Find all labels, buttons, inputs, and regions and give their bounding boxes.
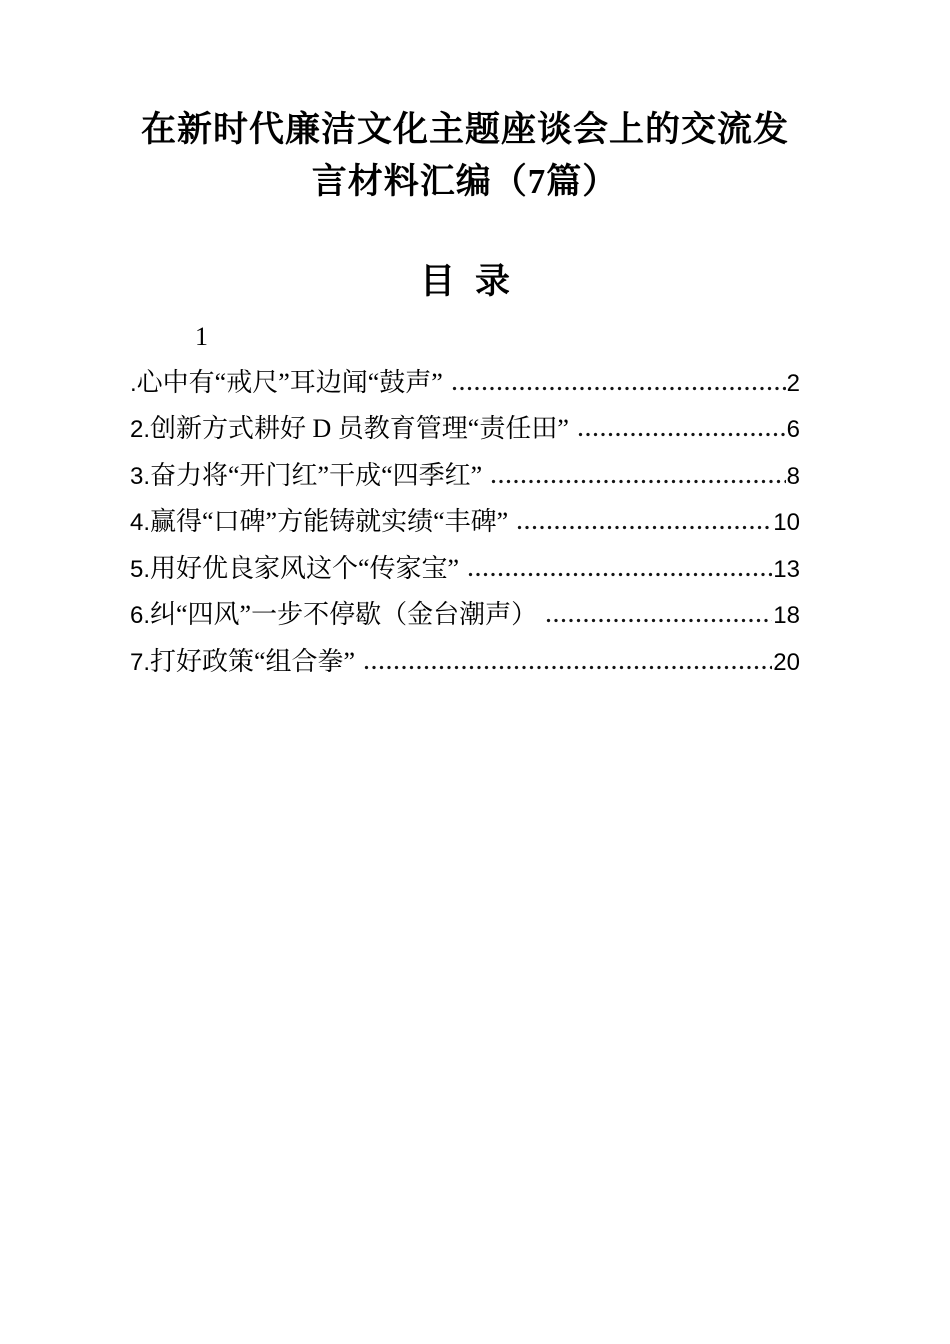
toc-entry-text [130,499,508,546]
document-title-line1: 在新时代廉洁文化主题座谈会上的交流发 [140,110,789,149]
dot-leader [577,432,786,437]
toc-entry[interactable] [130,499,800,546]
toc-entry-text [130,360,443,407]
toc-entry-title: 纠“四风”一步不停歇（金台潮声） [150,600,538,629]
toc-entry-text [130,406,569,453]
toc-entry[interactable] [130,453,800,500]
toc-entry-number: . [130,369,137,397]
toc-entry-title: 赢得“口碑”方能铸就实绩“丰碑” [150,507,509,536]
toc-entry[interactable] [130,639,800,686]
toc-entry[interactable] [130,592,800,639]
dot-leader [451,386,786,391]
dot-leader [363,665,772,670]
toc-list [130,314,800,685]
toc-entry-text [130,592,537,639]
dot-leader [516,525,772,530]
toc-entry[interactable] [130,546,800,593]
toc-entry-title: 创新方式耕好 D 员教育管理“责任田” [150,414,569,443]
dot-leader [490,479,785,484]
toc-orphan-number: 1 [195,322,208,351]
toc-entry-page: 6 [786,416,800,443]
document-title [130,104,800,208]
toc-entry-number: 3. [130,462,151,490]
toc-entry-number: 5. [130,555,151,583]
toc-entry-number: 6. [130,602,151,629]
toc-entry[interactable] [130,360,800,407]
toc-entry-title: 奋力将“开门红”干成“四季红” [150,460,483,490]
toc-entry-title: 打好政策“组合拳” [150,646,356,676]
toc-entry-text [130,639,355,686]
toc-entry[interactable] [130,406,800,453]
toc-entry-page: 20 [773,648,800,676]
toc-entry-page: 10 [773,509,800,536]
toc-entry-text [130,546,459,593]
toc-entry-page: 2 [786,369,800,397]
toc-entry-page: 18 [773,602,800,629]
toc-entry-page: 13 [773,555,800,583]
toc-entry-text [130,453,482,500]
toc-entry-title: 用好优良家风这个“传家宝” [150,553,460,583]
toc-entry-title: 心中有“戒尺”耳边闻“鼓声” [136,367,443,397]
toc-heading: 目录 [419,262,530,301]
dot-leader [467,572,772,577]
document-title-line2: 言材料汇编（7篇） [311,162,619,201]
dot-leader [545,618,772,623]
toc-entry-number: 7. [130,648,151,676]
toc-entry-number: 4. [130,509,151,536]
toc-entry-number: 2. [130,416,151,443]
toc-entry-page: 8 [786,462,800,490]
